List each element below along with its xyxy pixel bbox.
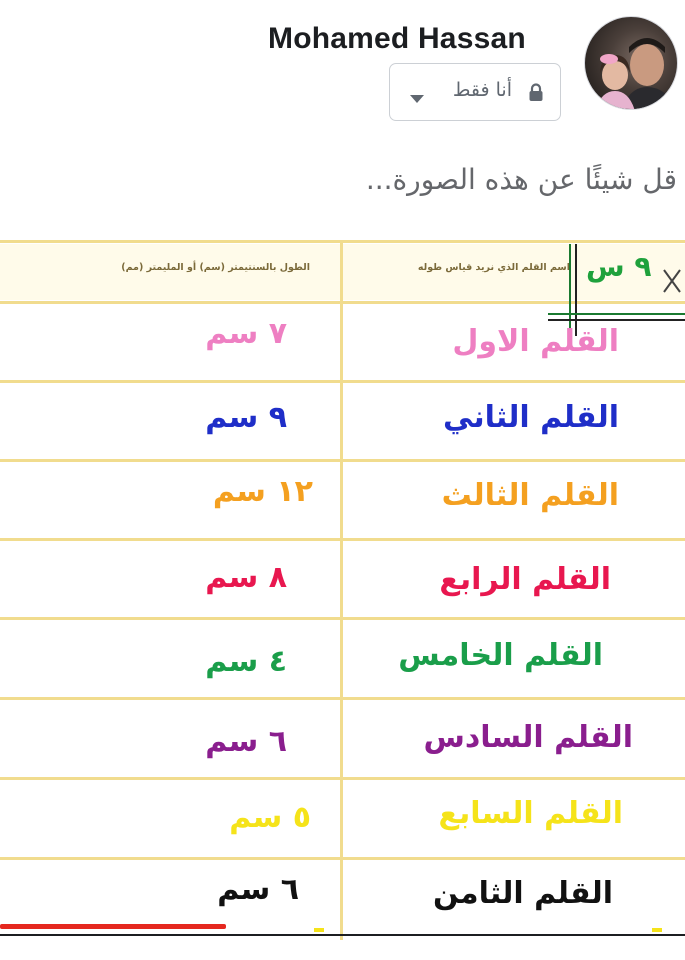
pen-name: القلم الاول xyxy=(452,324,619,359)
pen-length: ٩ سم xyxy=(205,400,287,435)
pen-length: ٧ سم xyxy=(205,316,287,351)
pen-name: القلم الثامن xyxy=(433,876,613,911)
privacy-selector[interactable] xyxy=(389,63,561,121)
pen-name: القلم الخامس xyxy=(398,638,603,673)
pen-name: القلم الثالث xyxy=(441,478,619,513)
handwritten-note: ٩ س xyxy=(586,250,652,283)
pen-length: ١٢ سم xyxy=(212,474,313,509)
pen-length: ٤ سم xyxy=(205,644,287,679)
pen-name: القلم السابع xyxy=(438,796,623,831)
pen-length: ٦ سم xyxy=(205,724,287,759)
column-header-name: اسم القلم الذي نريد قياس طوله xyxy=(417,262,570,273)
column-header-length: الطول بالسنتيمتر (سم) أو المليمتر (مم) xyxy=(121,262,310,273)
image-bottom-border xyxy=(0,934,685,936)
highlighter-mark xyxy=(652,928,662,932)
pen-length: ٥ سم xyxy=(229,800,311,835)
caret-down-icon xyxy=(410,88,424,107)
pen-length: ٨ سم xyxy=(205,560,287,595)
pen-name: القلم السادس xyxy=(423,720,633,755)
caption-input[interactable] xyxy=(157,163,677,196)
profile-avatar[interactable] xyxy=(584,16,678,110)
pen-name: القلم الرابع xyxy=(439,562,611,597)
worksheet-image xyxy=(0,240,685,940)
lock-icon xyxy=(528,83,544,106)
avatar-photo-icon xyxy=(585,17,678,110)
pen-name: القلم الثاني xyxy=(442,400,619,435)
upload-progress-bar xyxy=(0,924,226,929)
highlighter-mark xyxy=(314,928,324,932)
pen-length: ٦ سم xyxy=(217,872,299,907)
author-name[interactable]: Mohamed Hassan xyxy=(268,22,526,55)
privacy-label: أنا فقط xyxy=(452,79,512,101)
table-column-divider xyxy=(340,240,343,940)
